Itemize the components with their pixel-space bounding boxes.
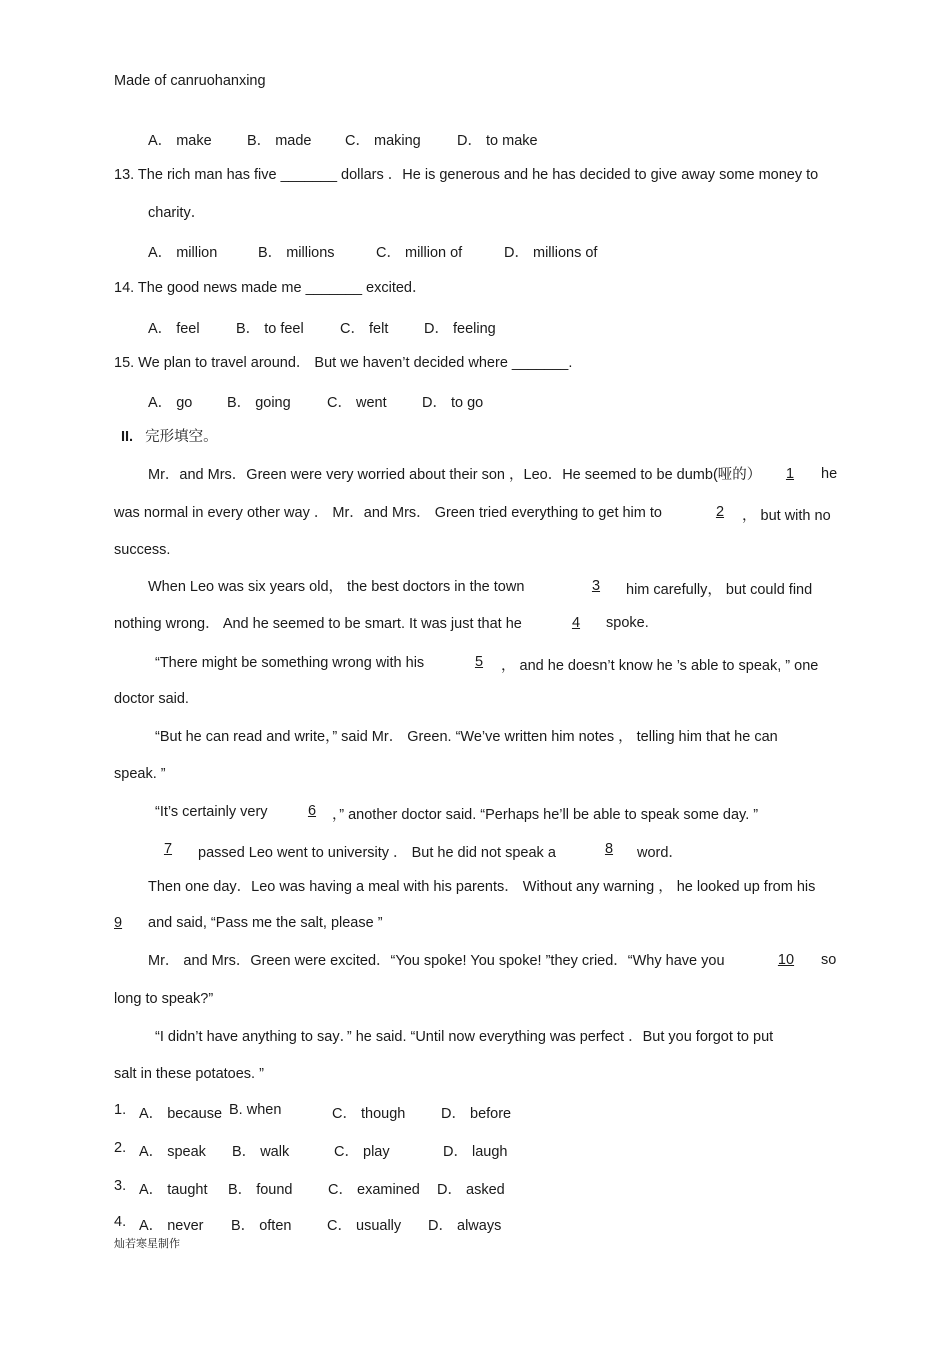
passage-line: Then one day．Leo was having a meal with his parents． Without any warning ， he looked up from his	[148, 879, 816, 895]
option-b: B． to feel	[236, 321, 304, 337]
answer-number: 2.	[114, 1140, 127, 1156]
blank-7: 7	[163, 841, 173, 857]
option-c: C． went	[327, 395, 387, 411]
option-b: B. when	[229, 1102, 282, 1118]
option-a: A． go	[148, 395, 193, 411]
passage-text: so	[821, 952, 837, 968]
option-a: A． feel	[148, 321, 200, 337]
passage-text: spoke.	[606, 615, 649, 631]
passage-line: doctor said.	[114, 691, 189, 707]
question-13-text: 13. The rich man has five _______ dollars ．He is generous and he has decided to give away some money to	[114, 167, 819, 183]
option-c: C． play	[334, 1144, 390, 1160]
option-c: C． examined	[328, 1182, 420, 1198]
answer-number: 1.	[114, 1102, 127, 1118]
option-b: B． made	[247, 133, 312, 149]
blank-4: 4	[571, 615, 581, 631]
option-a: A． make	[148, 133, 212, 149]
option-d: D． before	[441, 1106, 512, 1122]
option-d: D． laugh	[443, 1144, 508, 1160]
page-footer: 灿若寒星制作	[114, 1238, 180, 1250]
option-c: C． though	[332, 1106, 406, 1122]
option-c: C． making	[345, 133, 421, 149]
option-b: B． often	[231, 1218, 292, 1234]
option-c: C． usually	[327, 1218, 402, 1234]
blank-10: 10	[777, 952, 795, 968]
option-a: A． never	[139, 1218, 204, 1234]
passage-text: passed Leo went to university ． But he did not speak a	[198, 845, 556, 861]
passage-line: long to speak?”	[114, 991, 214, 1007]
question-15-text: 15. We plan to travel around． But we haven’t decided where _______.	[114, 355, 573, 371]
page-header: Made of canruohanxing	[114, 73, 266, 89]
passage-line: Mr．and Mrs．Green were very worried about their son ，Leo．He seemed to be dumb(哑的）	[148, 467, 762, 483]
answer-number: 4.	[114, 1214, 127, 1230]
passage-text: he	[821, 466, 838, 482]
option-a: A． because	[139, 1106, 223, 1122]
passage-line: “I didn’t have anything to say．” he said. “Until now everything was perfect ．But you forgot to put	[155, 1029, 774, 1045]
option-d: D． asked	[437, 1182, 505, 1198]
option-b: B． going	[227, 395, 291, 411]
passage-text: ， but with no	[742, 508, 831, 524]
section-number: II.	[121, 429, 134, 445]
question-13-text-cont: charity．	[148, 205, 206, 221]
option-c: C． million of	[376, 245, 463, 261]
passage-text: word．	[637, 845, 683, 861]
option-a: A． million	[148, 245, 218, 261]
passage-text: ， and he doesn’t know he ’s able to speak, ” one	[501, 658, 819, 674]
option-b: B． millions	[258, 245, 335, 261]
section-title: 完形填空。	[145, 429, 218, 445]
blank-5: 5	[474, 654, 484, 670]
passage-line: nothing wrong． And he seemed to be smart. It was just that he	[114, 616, 522, 632]
option-a: A． speak	[139, 1144, 206, 1160]
answer-number: 3.	[114, 1178, 127, 1194]
passage-line: “It’s certainly very	[155, 804, 268, 820]
passage-line: “But he can read and write，” said Mr． Green. “We’ve written him notes ， telling him that he can	[155, 729, 778, 745]
passage-line: speak. ”	[114, 766, 166, 782]
option-d: D． to go	[422, 395, 484, 411]
passage-text: ，” another doctor said. “Perhaps he’ll be able to speak some day. ”	[332, 807, 759, 823]
option-d: D． millions of	[504, 245, 598, 261]
passage-line: success.	[114, 542, 171, 558]
option-d: D． feeling	[424, 321, 496, 337]
option-b: B． walk	[232, 1144, 290, 1160]
blank-9: 9	[114, 915, 123, 931]
option-c: C． felt	[340, 321, 389, 337]
passage-line: When Leo was six years old， the best doctors in the town	[148, 579, 525, 595]
option-d: D． always	[428, 1218, 502, 1234]
blank-3: 3	[591, 578, 601, 594]
question-14-text: 14. The good news made me _______ excited．	[114, 280, 427, 296]
passage-line: “There might be something wrong with his	[155, 655, 425, 671]
option-b: B． found	[228, 1182, 293, 1198]
passage-text: him carefully， but could find	[626, 582, 813, 598]
blank-2: 2	[715, 504, 725, 520]
option-a: A． taught	[139, 1182, 208, 1198]
passage-line: was normal in every other way ． Mr．and Mrs． Green tried everything to get him to	[114, 505, 662, 521]
option-d: D． to make	[457, 133, 538, 149]
passage-text: and said, “Pass me the salt, please ”	[148, 915, 383, 931]
blank-8: 8	[604, 841, 614, 857]
passage-line: salt in these potatoes. ”	[114, 1066, 264, 1082]
passage-line: Mr． and Mrs．Green were excited．“You spoke! You spoke! ”they cried．“Why have you	[148, 953, 725, 969]
section-heading	[121, 428, 218, 446]
blank-1: 1	[785, 466, 795, 482]
blank-6: 6	[307, 803, 317, 819]
